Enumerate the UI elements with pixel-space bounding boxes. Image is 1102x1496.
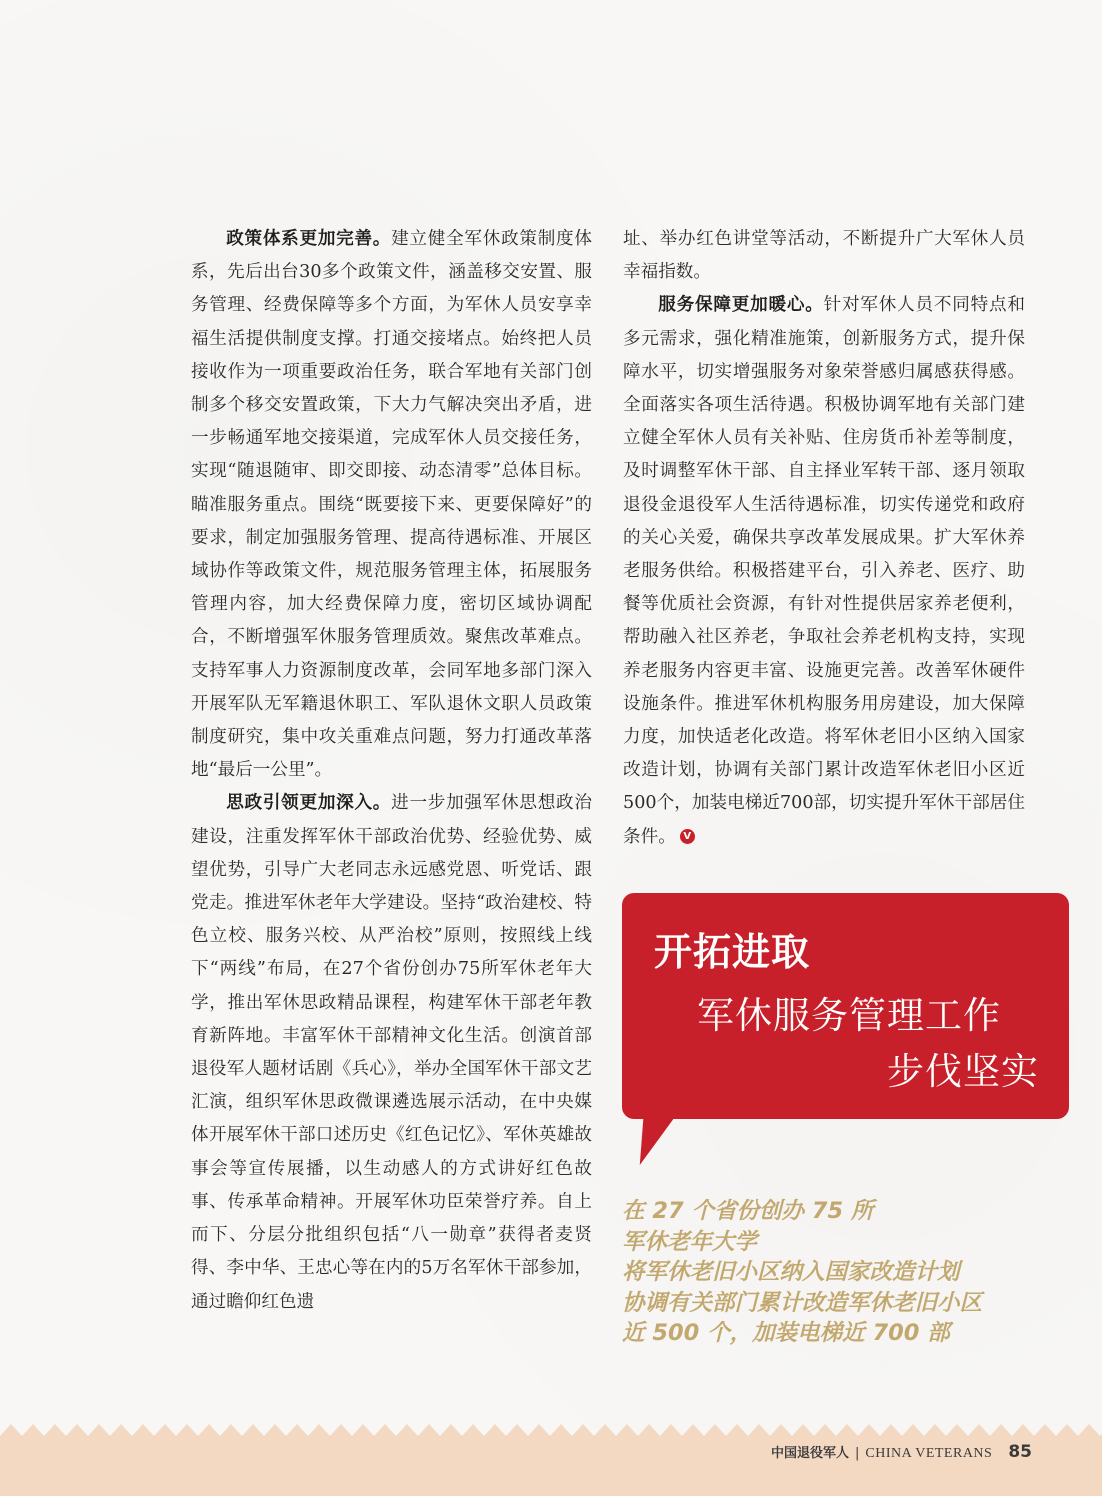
paragraph-service-guarantee: [623, 289, 1025, 853]
highlight-line: 在 27 个省份创办 75 所: [622, 1198, 874, 1224]
highlight-line: 近 500 个，加装电梯近 700 部: [622, 1320, 950, 1346]
paragraph-heading: 服务保障更加暖心。: [658, 295, 824, 316]
footer-separator: |: [855, 1446, 860, 1461]
left-column: [191, 223, 592, 1319]
paragraph-body: 进一步加强军休思想政治建设，注重发挥军休干部政治优势、经验优势、威望优势，引导广大老同志永远感党恩、听党话、跟党走。推进军休老年大学建设。坚持“政治建校、特色立校、服务兴校、从严治校”原则，按照线上线下“两线”布局，在27个省份创办75所军休老年大学，推出军休思政精品课程，构建军休干部老年教育新阵地。丰富军休干部精神文化生活。创演首部退役军人题材话剧《兵心》，举办全国军休干部文艺汇演，组织军休思政微课遴选展示活动，在中央媒体开展军休干部口述历史《红色记忆》、军休英雄故事会等宣传展播，以生动感人的方式讲好红色故事、传承革命精神。开展军休功臣荣誉疗养。自上而下、分层分批组织包括“八一勋章”获得者麦贤得、李中华、王忠心等在内的5万名军休干部参加，通过瞻仰红色遗: [191, 793, 592, 1312]
highlight-line: 将军休老旧小区纳入国家改造计划: [622, 1259, 960, 1285]
paragraph-ideology-guidance: [191, 787, 592, 1318]
end-of-article-icon: V: [680, 829, 695, 844]
callout-box: [622, 893, 1069, 1119]
paragraph-body: 址、举办红色讲堂等活动，不断提升广大军休人员幸福指数。: [623, 229, 1025, 283]
callout-title: 开拓进取: [654, 929, 811, 974]
magazine-name-en: CHINA VETERANS: [865, 1446, 993, 1461]
paragraph-policy-system: [191, 223, 592, 787]
highlight-quote: [622, 1196, 1062, 1349]
callout-subtitle-line2: 步伐坚实: [887, 1050, 1039, 1093]
paragraph-body: 建立健全军休政策制度体系，先后出台30多个政策文件，涵盖移交安置、服务管理、经费保障等多个方面，为军休人员安享幸福生活提供制度支撑。打通交接堵点。始终把人员接收作为一项重要政治任务，联合军地有关部门创制多个移交安置政策，下大力气解决突出矛盾，进一步畅通军地交接渠道，完成军休人员交接任务，实现“随退随审、即交即接、动态清零”总体目标。瞄准服务重点。围绕“既要接下来、更要保障好”的要求，制定加强服务管理、提高待遇标准、开展区域协作等政策文件，规范服务管理主体，拓展服务管理内容，加大经费保障力度，密切区域协调配合，不断增强军休服务管理质效。聚焦改革难点。支持军事人力资源制度改革，会同军地多部门深入开展军队无军籍退休职工、军队退休文职人员政策制度研究，集中攻关重难点问题，努力打通改革落地“最后一公里”。: [191, 229, 592, 781]
highlight-line: 军休老年大学: [622, 1228, 758, 1255]
callout-subtitle-line1: 军休服务管理工作: [697, 994, 1001, 1037]
page-number: 85: [1008, 1442, 1032, 1462]
paragraph-heading: 思政引领更加深入。: [226, 793, 392, 814]
magazine-name-cn: 中国退役军人: [771, 1446, 850, 1461]
highlight-line: 协调有关部门累计改造军休老旧小区: [622, 1289, 983, 1316]
page-footer: [771, 1442, 1032, 1462]
paragraph-continuation: [623, 223, 1025, 289]
paragraph-body: 针对军休人员不同特点和多元需求，强化精准施策，创新服务方式，提升保障水平，切实增强服务对象荣誉感归属感获得感。全面落实各项生活待遇。积极协调军地有关部门建立健全军休人员有关补贴、住房货币补差等制度，及时调整军休干部、自主择业军转干部、逐月领取退役金退役军人生活待遇标准，切实传递党和政府的关心关爱，确保共享改革发展成果。扩大军休养老服务供给。积极搭建平台，引入养老、医疗、助餐等优质社会资源，有针对性提供居家养老便利，帮助融入社区养老，争取社会养老机构支持，实现养老服务内容更丰富、设施更完善。改善军休硬件设施条件。推进军休机构服务用房建设，加大保障力度，加快适老化改造。将军休老旧小区纳入国家改造计划，协调有关部门累计改造军休老旧小区近500个，加装电梯近700部，切实提升军休干部居住条件。: [623, 295, 1025, 847]
paragraph-heading: 政策体系更加完善。: [226, 229, 392, 249]
right-column: [623, 223, 1025, 854]
